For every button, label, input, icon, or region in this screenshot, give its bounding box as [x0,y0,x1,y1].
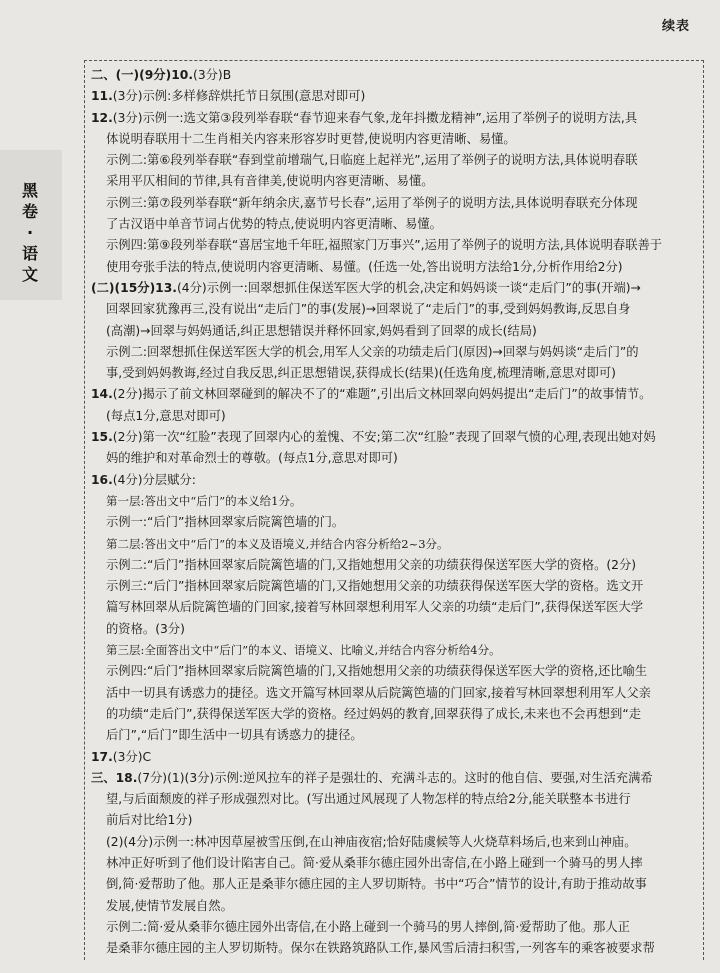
answer-line [91,342,693,363]
answer-text: (2分)揭示了前文林回翠碰到的解决不了的“难题”,引出后文林回翠向妈妈提出“走后门”的故事情节。 [112,387,652,402]
answer-line [91,619,693,640]
answer-line [91,108,693,129]
answer-text: (每点1分,意思对即可) [106,408,226,423]
answer-line [91,747,693,768]
answer-line [91,491,693,512]
answer-line [91,257,693,278]
answer-line [91,810,693,831]
answer-text: 的功绩“走后门”,获得保送军医大学的资格。经过妈妈的教育,回翠获得了成长,未来也不会再想到“走 [106,706,642,721]
answer-text: 示例三:第⑦段列举春联“新年纳余庆,嘉节号长春”,运用了举例子的说明方法,具体说明春联充分体现 [106,195,638,210]
answer-text: (7分)(1)(3分)示例:逆风拉车的祥子是强壮的、充满斗志的。这时的他自信、要强,对生活充满希 [137,770,653,785]
answer-text: 是桑菲尔德庄园的主人罗切斯特。保尔在铁路筑路队工作,暴风雪后清扫积雪,一列客车的乘客被要求帮 [106,941,655,956]
question-number: (二)(15分)13. [91,280,177,295]
answer-line [91,384,693,405]
answer-line [91,512,693,533]
answer-text: 第三层:全面答出文中“后门”的本义、语境义、比喻义,并结合内容分析给4分。 [106,643,501,658]
answer-line [91,725,693,746]
answer-text: (3分)示例一:选文第③段列举春联“春节迎来春气象,龙年抖擞龙精神”,运用了举例子的说明方法,具 [112,110,638,125]
side-tab [0,150,62,300]
answer-line [91,363,693,384]
question-number: 15. [91,430,113,445]
answer-text: (2)(4分)示例一:林冲因草屋被雪压倒,在山神庙夜宿;恰好陆虞候等人火烧草料场后,也来到山神庙。 [106,834,637,849]
answer-line [91,896,693,917]
answer-text: 示例四:第⑨段列举春联“喜居宝地千年旺,福照家门万事兴”,运用了举例子的说明方法,具体说明春联善于 [106,238,663,253]
answer-line [91,874,693,895]
answer-text: 倒,简·爱帮助了他。那人正是桑菲尔德庄园的主人罗切斯特。书中“巧合”情节的设计,有助于推动故事 [106,877,647,892]
answer-line [91,576,693,597]
answer-text: 林冲正好听到了他们设计陷害自己。简·爱从桑菲尔德庄园外出寄信,在小路上碰到一个骑马的男人摔 [106,855,643,870]
question-number: 11. [91,89,113,104]
answer-text: 发展,使情节发展自然。 [106,898,233,913]
question-number: 17. [91,749,113,764]
answer-line [91,406,693,427]
answer-text: 妈的维护和对革命烈士的尊敬。(每点1分,意思对即可) [106,451,398,466]
answer-text: (高潮)→回翠与妈妈通话,纠正思想错误并释怀回家,妈妈看到了回翠的成长(结局) [106,323,537,338]
answer-text: (4分)示例一:回翠想抓住保送军医大学的机会,决定和妈妈谈一谈“走后门”的事(开端)→ [176,280,641,295]
question-number: 二、(一)(9分)10. [91,68,194,82]
answer-text: 使用夸张手法的特点,使说明内容更清晰、易懂。(任选一处,答出说明方法给1分,分析作用给2分) [106,259,623,274]
answer-text: 活中一切具有诱惑力的捷径。选文开篇写林回翠从后院篱笆墙的门回家,接着写林回翠想利用军人父亲 [106,685,651,700]
answer-line [91,917,693,938]
answer-line [91,321,693,342]
question-number: 14. [91,387,113,402]
answer-line [91,640,693,661]
answer-content [84,60,704,960]
answer-text: 示例二:回翠想抓住保送军医大学的机会,用军人父亲的功绩走后门(原因)→回翠与妈妈谈“走后门”的 [106,344,639,359]
answer-line [91,86,693,107]
answer-line [91,704,693,725]
answer-line [91,597,693,618]
header-title: 续表 [661,19,690,34]
answer-line [91,534,693,555]
answer-text: (3分)C [112,749,152,764]
answer-line [91,235,693,256]
question-number: 12. [91,110,113,125]
answer-text: 后门”,“后门”即生活中一切具有诱惑力的捷径。 [106,728,363,743]
answer-text: (3分)示例:多样修辞烘托节日氛围(意思对即可) [112,89,366,104]
answer-text: 回翠回家犹豫再三,没有说出“走后门”的事(发展)→回翠说了“走后门”的事,受到妈妈教诲,反思自身 [106,302,631,317]
answer-text: 示例一:“后门”指林回翠家后院篱笆墙的门。 [106,515,345,530]
answer-line [91,683,693,704]
answer-line [91,150,693,171]
answer-text: 前后对比给1分) [106,813,193,828]
answer-text: (2分)第一次“红脸”表现了回翠内心的羞愧、不安;第二次“红脸”表现了回翠气愤的心理,表现出她对妈 [112,430,656,445]
answer-text: (3分)B [193,68,232,82]
answer-line [91,65,693,86]
question-number: 16. [91,472,113,487]
answer-line [91,278,693,299]
answer-line [91,129,693,150]
answer-line [91,214,693,235]
answer-text: 第二层:答出文中“后门”的本义及语境义,并结合内容分析给2~3分。 [106,536,449,551]
answer-text: 示例二:简·爱从桑菲尔德庄园外出寄信,在小路上碰到一个骑马的男人摔倒,简·爱帮助了他。那人正 [106,919,630,934]
answer-line [91,470,693,491]
side-tab-label: 黑卷·语文 [21,181,38,284]
answer-line [91,661,693,682]
answer-line [91,427,693,448]
answer-text: 采用平仄相间的节律,具有音律美,使说明内容更清晰、易懂。 [106,174,434,189]
answer-line [91,789,693,810]
answer-text: 体说明春联用十二生肖相关内容来形容岁时更替,使说明内容更清晰、易懂。 [106,131,516,146]
answer-line [91,832,693,853]
answer-text: 示例二:“后门”指林回翠家后院篱笆墙的门,又指她想用父亲的功绩获得保送军医大学的资格。(2分) [106,557,637,572]
answer-line [91,193,693,214]
answer-text: 示例二:第⑥段列举春联“春到堂前增瑞气,日临庭上起祥光”,运用了举例子的说明方法,具体说明春联 [106,153,638,168]
question-number: 三、18. [91,770,138,785]
answer-line [91,171,693,192]
answer-text: 第一层:答出文中“后门”的本义给1分。 [106,493,302,508]
answer-text: 了古汉语中单音节词占优势的特点,使说明内容更清晰、易懂。 [106,217,442,232]
answer-line [91,938,693,959]
answer-line [91,448,693,469]
answer-line [91,768,693,789]
answer-text: 示例四:“后门”指林回翠家后院篱笆墙的门,又指她想用父亲的功绩获得保送军医大学的资格,还比喻生 [106,664,648,679]
answer-line [91,299,693,320]
answer-text: 示例三:“后门”指林回翠家后院篱笆墙的门,又指她想用父亲的功绩获得保送军医大学的资格。选文开 [106,579,644,594]
answer-text: 的资格。(3分) [106,621,185,636]
answer-text: (4分)分层赋分: [112,472,196,487]
answer-text: 篇写林回翠从后院篱笆墙的门回家,接着写林回翠想利用军人父亲的功绩“走后门”,获得保送军医大学 [106,600,644,615]
answer-text: 事,受到妈妈教诲,经过自我反思,纠正思想错误,获得成长(结果)(任选角度,梳理清晰,意思对即可) [106,366,616,381]
answer-line [91,853,693,874]
answer-text: 望,与后面颓废的祥子形成强烈对比。(写出通过风展现了人物怎样的特点给2分,能关联整本书进行 [106,792,631,807]
answer-line [91,555,693,576]
